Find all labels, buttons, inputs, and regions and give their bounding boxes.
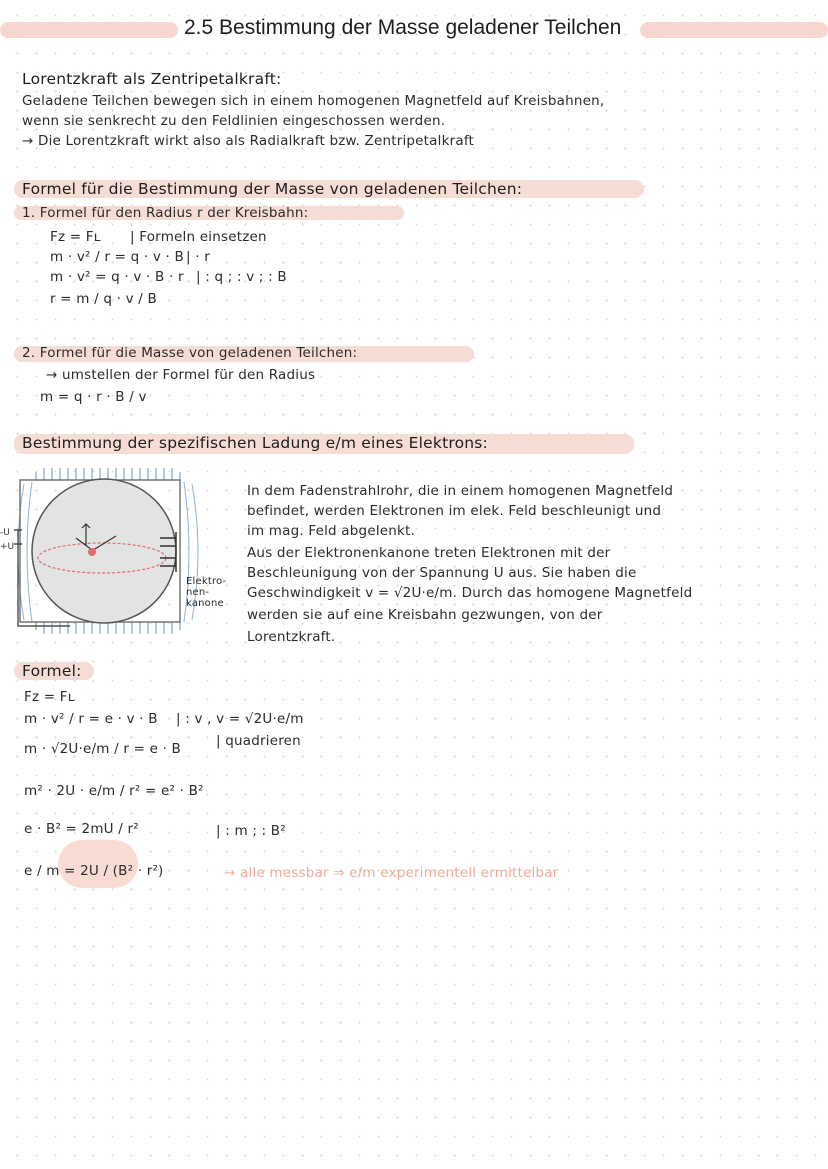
conclusion: → alle messbar ⇒ e/m experimentell ermittelbar: [224, 865, 559, 881]
section3-heading: Bestimmung der spezifischen Ladung e/m eines Elektrons:: [22, 434, 488, 452]
em-step-4-eq: m² · 2U · e/m / r² = e² · B²: [24, 783, 204, 799]
magnetic-field-lines-bottom: [36, 622, 180, 634]
section4-heading: Formel:: [22, 662, 82, 680]
section1-line-3: → Die Lorentzkraft wirkt also als Radialkraft bzw. Zentripetalkraft: [22, 133, 475, 149]
radius-step-4-eq: r = m / q · v / B: [50, 291, 157, 307]
explanation-line-4: Aus der Elektronenkanone treten Elektronen mit der: [247, 545, 611, 561]
electron-gun-label-1: Elektro-: [186, 576, 227, 587]
em-step-6-eq: e / m = 2U / (B² · r²): [24, 863, 164, 879]
magnetic-field-lines-top: [36, 468, 180, 480]
section1-heading: Lorentzkraft als Zentripetalkraft:: [22, 70, 282, 88]
explanation-line-3: im mag. Feld abgelenkt.: [247, 523, 416, 539]
em-step-3-eq: m · √2U·e/m / r = e · B: [24, 741, 182, 757]
em-step-2-note: | : v , v = √2U·e/m: [176, 711, 304, 727]
radius-step-1-note: | Formeln einsetzen: [130, 229, 267, 245]
electron-gun-label-2: nen-: [186, 587, 210, 598]
section1-line-1: Geladene Teilchen bewegen sich in einem homogenen Magnetfeld auf Kreisbahnen,: [22, 93, 605, 109]
radius-step-2-note: | · r: [186, 249, 210, 265]
explanation-line-7: werden sie auf eine Kreisbahn gezwungen, von der: [247, 607, 603, 623]
em-step-1-eq: Fᴢ = Fʟ: [24, 689, 75, 705]
title-highlight-left: [0, 22, 178, 38]
fine-beam-tube-diagram: [0, 462, 245, 647]
mass-formula: m = q · r · B / v: [40, 389, 147, 405]
explanation-line-1: In dem Fadenstrahlrohr, die in einem homogenen Magnetfeld: [247, 483, 674, 499]
radius-step-3-note: | : q ; : v ; : B: [196, 269, 287, 285]
em-step-3-note: | quadrieren: [216, 733, 301, 749]
section2-item2: 2. Formel für die Masse von geladenen Teilchen:: [22, 345, 358, 361]
radius-step-1-eq: Fᴢ = Fʟ: [50, 229, 101, 245]
em-step-5-eq: e · B² = 2mU / r²: [24, 821, 139, 837]
voltage-plus-label: +U: [0, 542, 15, 552]
explanation-line-6: Geschwindigkeit v = √2U·e/m. Durch das homogene Magnetfeld: [247, 585, 693, 601]
section1-line-2: wenn sie senkrecht zu den Feldlinien eingeschossen werden.: [22, 113, 446, 129]
radius-step-2-eq: m · v² / r = q · v · B: [50, 249, 184, 265]
section2-item1: 1. Formel für den Radius r der Kreisbahn:: [22, 205, 309, 221]
em-step-5-note: | : m ; : B²: [216, 823, 286, 839]
section2-item2-sub: → umstellen der Formel für den Radius: [46, 367, 316, 383]
explanation-line-5: Beschleunigung von der Spannung U aus. Sie haben die: [247, 565, 637, 581]
page-title: 2.5 Bestimmung der Masse geladener Teilchen: [184, 16, 622, 39]
radius-step-3-eq: m · v² = q · v · B · r: [50, 269, 184, 285]
voltage-minus-label: -U: [0, 528, 10, 538]
electron-gun-label-3: kanone: [186, 598, 224, 609]
glass-bulb: [32, 479, 176, 623]
explanation-line-2: befindet, werden Elektronen im elek. Feld beschleunigt und: [247, 503, 662, 519]
em-step-2-eq: m · v² / r = e · v · B: [24, 711, 158, 727]
explanation-line-8: Lorentzkraft.: [247, 629, 336, 645]
section2-heading: Formel für die Bestimmung der Masse von geladenen Teilchen:: [22, 180, 523, 198]
title-highlight-right: [640, 22, 828, 38]
